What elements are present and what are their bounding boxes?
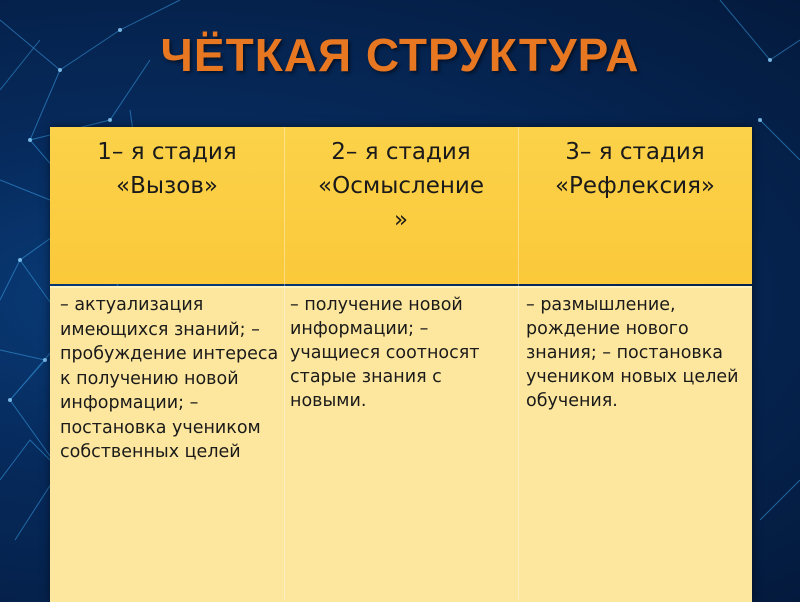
- header-stage-3: 3– я стадия «Рефлексия»: [554, 139, 715, 199]
- page-title: ЧЁТКАЯ СТРУКТУРА: [160, 29, 640, 81]
- cell-stage-3: – размышление, рождение нового знания; – постановка учеником новых целей обучения.: [526, 295, 739, 411]
- cell-stage-2: – получение новой информации; – учащиеся соотносят старые знания с новыми.: [290, 295, 480, 411]
- header-stage-2: 2– я стадия «Осмысление »: [318, 139, 484, 233]
- cell-stage-1: – актуализация имеющихся знаний; – пробуждение интереса к получению новой информации; – постановка учеником собственных целей: [60, 295, 279, 462]
- header-stage-1: 1– я стадия «Вызов»: [97, 139, 237, 199]
- stages-table: [50, 127, 752, 600]
